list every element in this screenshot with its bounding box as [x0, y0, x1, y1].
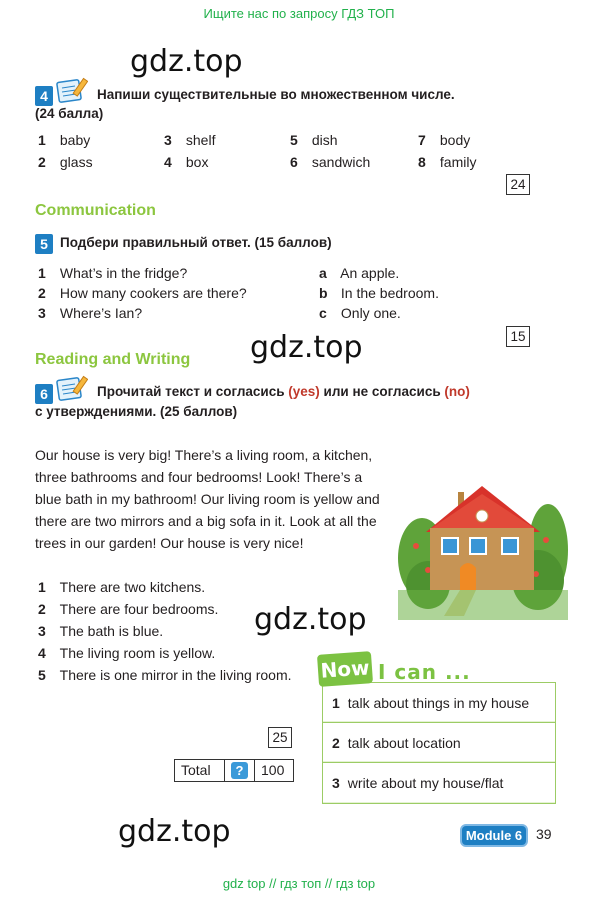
section-heading: Reading and Writing [35, 351, 191, 368]
section-heading: Communication [35, 202, 156, 219]
total-value: 100 [261, 762, 285, 778]
list-item: 1 baby [38, 132, 91, 148]
question-item: 2 How many cookers are there? [38, 285, 247, 301]
footer-text: gdz top // гдз топ // гдз top [222, 876, 376, 891]
score-box: 15 [506, 326, 530, 347]
exercise-number: 4 [35, 86, 53, 106]
score-box: 24 [506, 174, 530, 195]
module-badge: Module 6 [460, 824, 528, 847]
question-item: 1 What’s in the fridge? [38, 265, 188, 281]
answer-item: b In the bedroom. [319, 285, 439, 301]
exercise-points: (24 балла) [35, 106, 104, 121]
list-item: 4 box [164, 154, 209, 170]
statement-item: 2 There are four bedrooms. [38, 601, 219, 617]
watermark: gdz.top [254, 602, 367, 637]
reading-text: Our house is very big! There’s a living room, a kitchen, three bathrooms and four bedrooms! Look! There’s a blue bath in my bathroom! Our living room is yellow and there are two mirrors and a big sofa in it. Look at all the trees in our garden! Our house is very nice! [35, 447, 380, 551]
list-item: 8 family [418, 154, 477, 170]
exercise-instruction-cont: с утверждениями. (25 баллов) [35, 404, 238, 419]
list-item: 2 glass [38, 154, 93, 170]
exercise-instruction: Напиши существительные во множественном числе. [97, 87, 455, 102]
can-item: 1 talk about things in my house [323, 683, 555, 723]
answer-item: c Only one. [319, 305, 401, 321]
notepad-pencil-icon [56, 375, 88, 401]
statement-item: 5 There is one mirror in the living room. [38, 667, 292, 683]
can-item: 2 talk about location [323, 723, 555, 763]
notepad-pencil-icon [56, 77, 88, 103]
watermark: gdz.top [118, 814, 231, 849]
question-icon: ? [225, 760, 255, 781]
statement-item: 4 The living room is yellow. [38, 645, 216, 661]
house-illustration [398, 470, 568, 620]
list-item: 5 dish [290, 132, 338, 148]
total-label: Total [175, 760, 225, 781]
exercise-instruction: Прочитай текст и согласись (yes) или не согласись (no) [97, 384, 470, 399]
i-can-title: I can ... [378, 660, 471, 684]
list-item: 6 sandwich [290, 154, 371, 170]
list-item: 3 shelf [164, 132, 216, 148]
exercise-number: 5 [35, 234, 53, 254]
score-box: 25 [268, 727, 292, 748]
watermark: gdz.top [130, 44, 243, 79]
statement-item: 3 The bath is blue. [38, 623, 164, 639]
list-item: 7 body [418, 132, 471, 148]
total-box [174, 759, 294, 782]
top-banner: Ищите нас по запросу ГДЗ ТОП [203, 6, 395, 21]
can-item: 3 write about my house/flat [323, 763, 555, 803]
exercise-number: 6 [35, 384, 53, 404]
page-number: 39 [536, 826, 552, 842]
question-item: 3 Where’s Ian? [38, 305, 143, 321]
now-badge: Now [317, 651, 373, 687]
answer-item: a An apple. [319, 265, 400, 281]
exercise-instruction: Подбери правильный ответ. (15 баллов) [60, 235, 332, 250]
now-i-can-box [322, 682, 556, 804]
watermark: gdz.top [250, 330, 363, 365]
statement-item: 1 There are two kitchens. [38, 579, 206, 595]
